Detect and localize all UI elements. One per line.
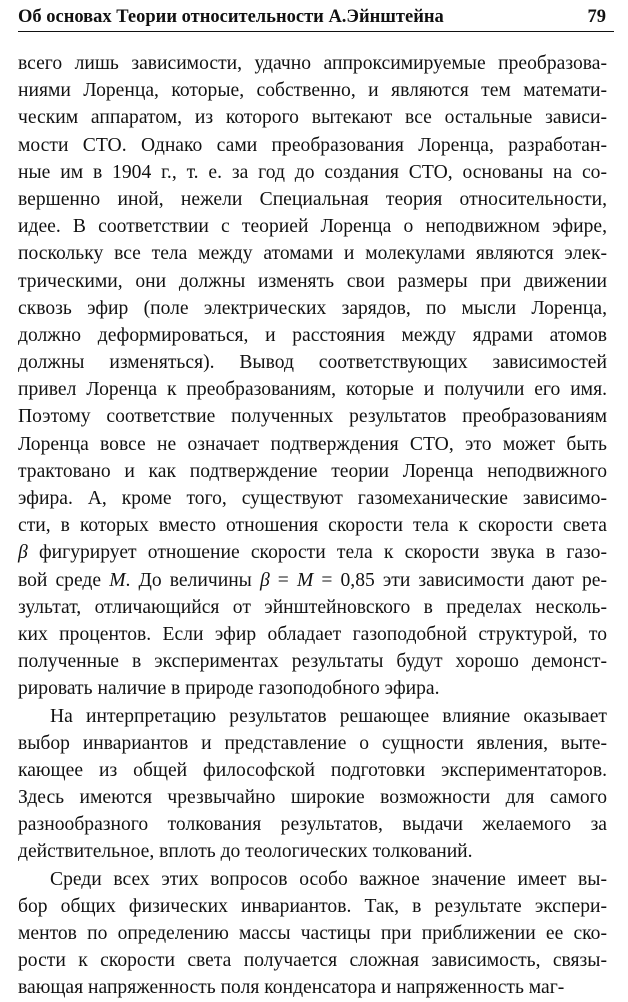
text-line: ческим аппаратом, из которого вытекают все остальные зависи- — [18, 107, 607, 129]
page-number: 79 — [587, 7, 606, 27]
body-text — [18, 50, 607, 1002]
text-line: зультат, отличающийся от эйнштейновского в пределах несколь- — [18, 596, 607, 618]
text-line: идее. В соответствии с теорией Лоренца о неподвижном эфире, — [18, 216, 607, 238]
text-line: трактовано и как подтверждение теории Лоренца неподвижного — [18, 460, 607, 482]
text-line: всего лишь зависимости, удачно аппроксимируемые преобразова- — [18, 53, 607, 74]
text-line: ные им в 1904 г., т. е. за год до создания СТО, основаны на со- — [18, 161, 607, 183]
text-line: должно деформироваться, и расстояния между ядрами атомов — [18, 324, 607, 346]
text-line: выбор инвариантов и представление о сущности явления, выте- — [18, 732, 607, 754]
text-line: Поэтому соответствие полученных результатов преобразованиям — [18, 406, 607, 428]
text-line: вой среде M. До величины β = M = 0,85 эти зависимости дают ре- — [18, 569, 608, 591]
text-line: трическими, они должны изменять свои размеры при движении — [18, 270, 607, 292]
text-line: Лоренца вовсе не означает подтверждения СТО, это может быть — [18, 433, 607, 455]
text-line: кающее из общей философской подготовки экспериментаторов. — [18, 759, 607, 781]
text-line: эфира. А, кроме того, существуют газомеханические зависимо- — [18, 488, 607, 509]
text-line: рировать наличие в природе газоподобного эфира. — [18, 678, 440, 700]
text-line: рости к скорости света получается сложная зависимость, связы- — [18, 950, 607, 972]
text-line: разнообразного толкования результатов, выдачи желаемого за — [18, 814, 607, 836]
text-line: Здесь имеются чрезвычайно широкие возможности для самого — [18, 787, 607, 809]
text-line: β фигурирует отношение скорости тела к скорости звука в газо- — [18, 542, 607, 564]
running-header-title: Об основах Теории относительности А.Эйнштейна — [18, 7, 444, 27]
paragraph — [18, 703, 607, 866]
text-line: действительное, вплоть до теологических толкований. — [18, 841, 473, 863]
text-line: бор общих физических инвариантов. Так, в результате экспери- — [18, 895, 607, 917]
running-header — [18, 8, 614, 32]
text-line: ментов по определению массы частицы при приближении ее ско- — [18, 923, 607, 944]
text-line: привел Лоренца к преобразованиям, которые и получили его имя. — [18, 379, 607, 401]
text-line: мости СТО. Однако сами преобразования Лоренца, разработан- — [18, 134, 607, 156]
text-line: вающая напряженность поля конденсатора и напряженность маг- — [18, 977, 565, 999]
text-line: полученные в экспериментах результаты будут хорошо демонст- — [18, 651, 607, 673]
text-line: поскольку все тела между атомами и молекулами являются элек- — [18, 243, 607, 265]
text-line: ких процентов. Если эфир обладает газоподобной структурой, то — [18, 623, 607, 645]
text-line: На интерпретацию результатов решающее влияние оказывает — [50, 705, 607, 727]
text-line: ниями Лоренца, которые, собственно, и являются тем математи- — [18, 80, 607, 102]
text-line: должны изменяться). Вывод соответствующих зависимостей — [18, 352, 607, 374]
text-line: Среди всех этих вопросов особо важное значение имеет вы- — [50, 868, 607, 890]
text-line: сквозь эфир (поле электрических зарядов, по мысли Лоренца, — [18, 297, 607, 319]
paragraph — [18, 50, 607, 703]
text-line: сти, в которых вместо отношения скорости тела к скорости света — [18, 515, 607, 537]
paragraph — [18, 866, 607, 1002]
text-line: вершенно иной, нежели Специальная теория относительности, — [18, 188, 607, 210]
